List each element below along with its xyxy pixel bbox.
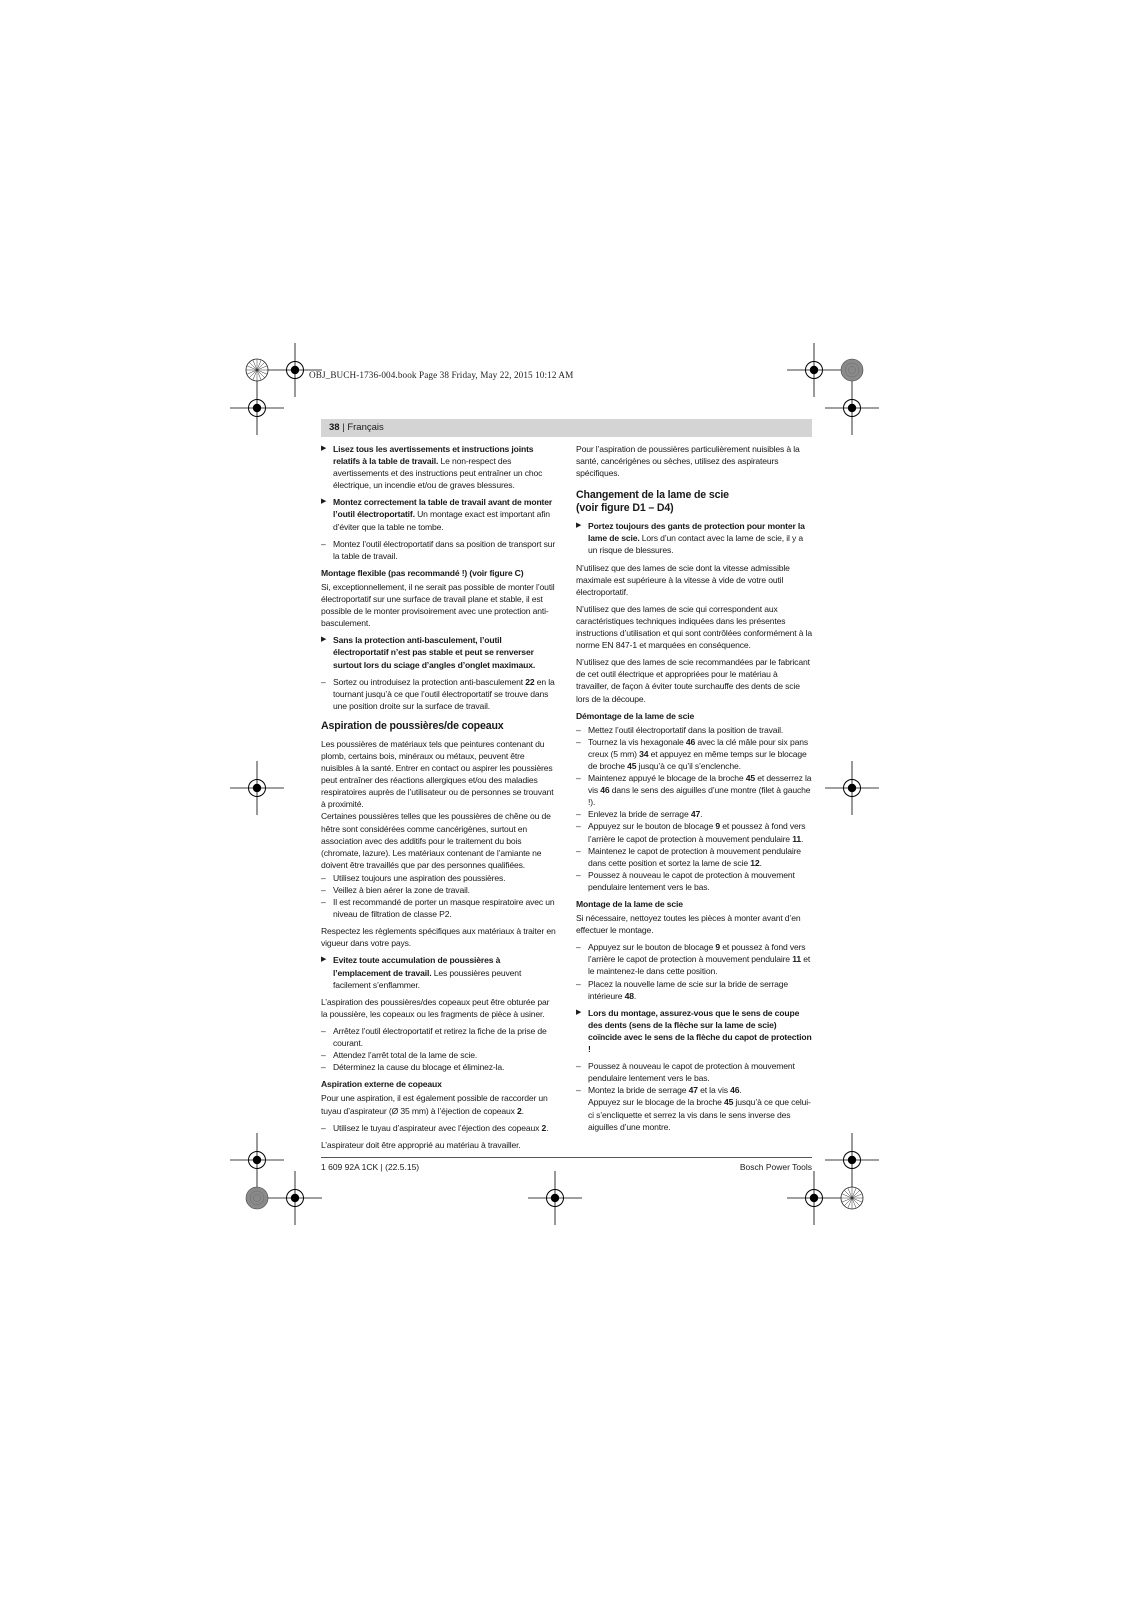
footer-rule [321,1157,812,1158]
list-item: – Attendez l’arrêt total de la lame de scie. [321,1049,557,1061]
dash-list [576,941,812,1001]
header-separator: | [339,422,348,433]
paragraph: Certaines poussières telles que les poussières de chêne ou de hêtre sont considérées comme cancérigènes, surtout en association avec des additifs pour le traitement du bois (chromate, lazure). Les matériaux contenant de l’amiante ne doivent être travaillés que par des personnes qualifiées. [321,811,551,870]
dash-list [321,676,557,712]
list-item: – Maintenez le capot de protection à mouvement pendulaire dans cette position et sortez la lame de scie 12. [576,845,812,869]
dash-list [321,538,557,562]
subheading: Montage de la lame de scie [576,899,683,909]
warning-item [321,443,557,491]
paragraph: Pour l’aspiration de poussières particulièrement nuisibles à la santé, cancérigènes ou sèches, utilisez des aspirateurs spécifiques. [576,444,800,479]
dash-list [321,1025,557,1073]
warning-item [576,520,812,556]
warning-bold: Lisez tous les avertissements et instructions joints relatifs à la table de travail. [333,444,534,467]
dash-list [321,1122,557,1134]
list-item: – Appuyez sur le bouton de blocage 9 et poussez à fond vers l’arrière le capot de protection à mouvement pendulaire 11 et le maintenez-le dans cette position. [576,941,812,977]
right-column [576,443,812,1133]
paragraph: N’utilisez que des lames de scie dont la vitesse admissible maximale est supérieure à la vitesse à vide de votre outil électroportatif. [576,562,790,597]
footer-code: 1 609 92A 1CK | (22.5.15) [321,1162,420,1172]
page-number: 38 [329,422,340,433]
warning-text: Le non-respect des avertissements et des instructions peut entraîner un choc électrique, un incendie et/ou de graves blessures. [333,456,543,491]
list-item: – Utilisez toujours une aspiration des poussières. [321,872,557,884]
list-item: – Tournez la vis hexagonale 46 avec la clé mâle pour six pans creux (5 mm) 34 et appuyez en même temps sur le blocage de broche 45 jusqu’à ce qu’il s’enclenche. [576,736,812,772]
warning-bold: Montez correctement la table de travail avant de monter l’outil électroportatif. [333,497,553,520]
footer-brand: Bosch Power Tools [739,1162,812,1172]
list-item: – Maintenez appuyé le blocage de la broche 45 et desserrez la vis 46 dans le sens des aiguilles d’une montre (filet à gauche !). [576,772,812,808]
warning-item [321,954,557,990]
paragraph: Si nécessaire, nettoyez toutes les pièces à monter avant d’en effectuer le montage. [576,913,801,936]
paragraph: L’aspirateur doit être approprié au matériau à travailler. [321,1139,521,1150]
warning-bold: Lors du montage, assurez-vous que le sens de coupe des dents (sens de la flèche sur la lame de scie) coïncide avec le sens de la flèche du capot de protection ! [588,1007,812,1055]
paragraph: Appuyez sur le blocage de la broche 45 jusqu’à ce que celui-ci s’encliquette et serrez la vis dans le sens inverse des aiguilles d’une montre. [588,1097,811,1132]
section-heading: Aspiration de poussières/de copeaux [321,719,504,732]
list-item: – Sortez ou introduisez la protection anti-basculement 22 en la tournant jusqu’à ce que l’outil électroportatif se trouve dans une position droite sur la surface de travail. [321,676,557,712]
paragraph: N’utilisez que des lames de scie recommandées par le fabricant de cet outil électrique et appropriées pour le matériau à travailler, de façon à éviter toute surchauffe des dents de scie lors de la découpe. [576,657,810,704]
warning-item [321,496,557,532]
dash-list [321,872,557,920]
paragraph: Pour une aspiration, il est également possible de raccorder un tuyau d’aspirateur (Ø 35 mm) à l’éjection de copeaux 2. [321,1093,548,1116]
list-item: – Mettez l’outil électroportatif dans la position de travail. [576,724,812,736]
left-column [321,443,557,1151]
paragraph: Si, exceptionnellement, il ne serait pas possible de monter l’outil électroportatif sur une surface de travail plane et stable, il est possible de le monter provisoirement avec une protection anti-basculement. [321,581,555,629]
warning-text: Les poussières peuvent facilement s’enflammer. [333,967,522,990]
list-item: – Déterminez la cause du blocage et éliminez-la. [321,1061,557,1073]
list-item: – Appuyez sur le bouton de blocage 9 et poussez à fond vers l’arrière le capot de protection à mouvement pendulaire 11. [576,820,812,844]
print-slug: OBJ_BUCH-1736-004.book Page 38 Friday, May 22, 2015 10:12 AM [309,370,574,380]
list-item: – Poussez à nouveau le capot de protection à mouvement pendulaire lentement vers le bas. [576,1060,812,1084]
paragraph: N’utilisez que des lames de scie qui correspondent aux caractéristiques techniques indiquées dans les présentes instructions d’utilisation et qui sont contrôlées conformément à la norme EN 847-1 et marquées en conséquence. [576,603,812,651]
page-header [321,419,812,437]
part-number: 22 [525,676,535,687]
warning-text: Un montage exact est important afin d’éviter que la table ne tombe. [333,509,550,532]
list-item: – Enlevez la bride de serrage 47. [576,808,812,820]
list-item: – Utilisez le tuyau d’aspirateur avec l’éjection des copeaux 2. [321,1122,557,1134]
warning-bold: Sans la protection anti-basculement, l’outil électroportatif n’est pas stable et peut se renverser surtout lors du sciage d’angles d’onglet maximaux. [333,635,536,670]
dash-list [576,1060,812,1096]
part-number: 2 [517,1105,522,1116]
list-item: – Montez la bride de serrage 47 et la vis 46. [576,1084,812,1096]
header-language: Français [347,422,384,433]
list-item: – Montez l’outil électroportatif dans sa position de transport sur la table de travail. [321,538,557,562]
subheading: Démontage de la lame de scie [576,710,695,721]
subheading: Montage flexible (pas recommandé !) (voir figure C) [321,567,524,578]
header-text [329,422,384,433]
subheading: Aspiration externe de copeaux [321,1079,442,1090]
warning-item [321,634,557,670]
paragraph: L’aspiration des poussières/des copeaux peut être obturée par la poussière, les copeaux ou les fragments de pièce à usiner. [321,996,550,1019]
warning-text: Lors d’un contact avec la lame de scie, il y a un risque de blessures. [588,533,804,556]
list-item: – Arrêtez l’outil électroportatif et retirez la fiche de la prise de courant. [321,1025,557,1049]
warning-bold: Portez toujours des gants de protection pour monter la lame de scie. [588,521,805,544]
list-item: – Veillez à bien aérer la zone de travail. [321,884,557,896]
warning-item [576,1007,812,1055]
paragraph: Les poussières de matériaux tels que peintures contenant du plomb, certains bois, minéraux ou métaux, peuvent être nuisibles à la santé. Entrer en contact ou aspirer les poussières peut entraîner des réactions allergiques et/ou des maladies respiratoires auprès de l’utilisateur ou de personnes se trouvant à proximité. [321,738,554,810]
list-item: – Placez la nouvelle lame de scie sur la bride de serrage intérieure 48. [576,978,812,1002]
list-item: – Poussez à nouveau le capot de protection à mouvement pendulaire lentement vers le bas. [576,869,812,893]
section-heading: Changement de la lame de scie (voir figure D1 – D4) [576,489,729,515]
part-number: 2 [541,1122,547,1133]
list-item: – Il est recommandé de porter un masque respiratoire avec un niveau de filtration de classe P2. [321,896,557,920]
warning-bold: Evitez toute accumulation de poussières à l’emplacement de travail. [333,955,501,978]
dash-list [576,724,812,893]
paragraph: Respectez les règlements spécifiques aux matériaux à traiter en vigueur dans votre pays. [321,926,556,949]
